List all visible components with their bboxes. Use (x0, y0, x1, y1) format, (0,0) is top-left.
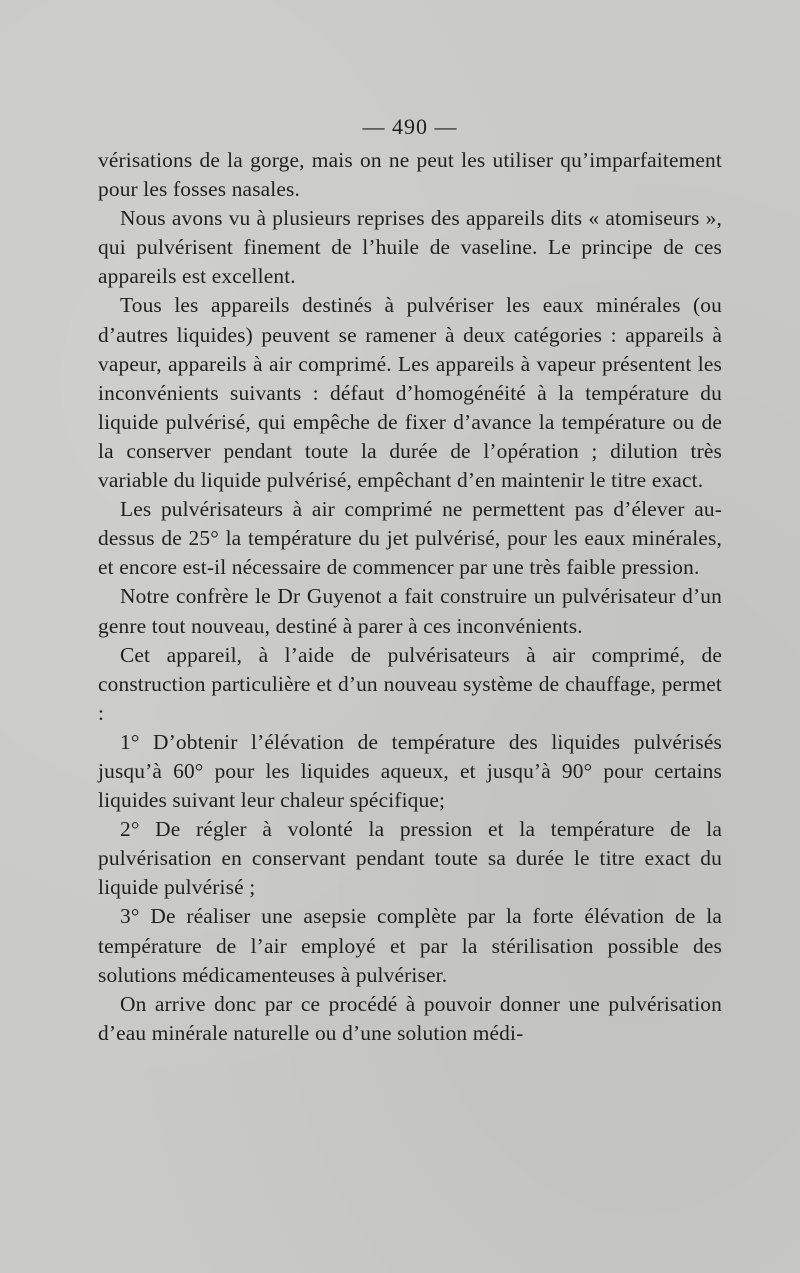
list-item: 1° D’obtenir l’élévation de température des liquides pulvérisés jusqu’à 60° pour les liquides aqueux, et jusqu’à 90° pour certains liquides suivant leur chaleur spécifique; (98, 729, 722, 813)
page-number: — 490 — (362, 114, 458, 139)
book-page (98, 112, 722, 1048)
paragraph: Notre confrère le Dr Guyenot a fait construire un pulvérisateur d’un genre tout nouveau, destiné à parer à ces inconvénients. (98, 584, 722, 638)
list-item: 2° De régler à volonté la pression et la température de la pulvérisation en conservant pendant toute sa durée le titre exact du liquide pulvérisé ; (98, 817, 722, 900)
paragraph: vérisations de la gorge, mais on ne peut les utiliser qu’imparfaitement pour les fosses nasales. (98, 148, 722, 202)
body-text (98, 146, 722, 1048)
paragraph: Nous avons vu à plusieurs reprises des appareils dits « atomiseurs », qui pulvérisent finement de l’huile de vaseline. Le principe de ces appareils est excellent. (98, 206, 722, 289)
paragraph: Les pulvérisateurs à air comprimé ne permettent pas d’élever au-dessus de 25° la température du jet pulvérisé, pour les eaux minérales, et encore est-il nécessaire de commencer par une très faible pression. (98, 497, 722, 580)
list-item: 3° De réaliser une asepsie complète par la forte élévation de la température de l’air employé et par la stérilisation possible des solutions médicamenteuses à pulvériser. (98, 904, 722, 987)
paragraph: Tous les appareils destinés à pulvériser les eaux minérales (ou d’autres liquides) peuvent se ramener à deux catégories : appareils à vapeur, appareils à air comprimé. Les appareils à vapeur présentent les inconvénients suivants : défaut d’homogénéité à la température du liquide pulvérisé, qui empêche de fixer d’avance la température ou de la conserver pendant toute la durée de l’opération ; dilution très variable du liquide pulvérisé, empêchant d’en maintenir le titre exact. (98, 293, 722, 493)
paragraph: Cet appareil, à l’aide de pulvérisateurs à air comprimé, de construction particulière et d’un nouveau système de chauffage, permet : (98, 642, 722, 725)
paragraph: On arrive donc par ce procédé à pouvoir donner une pulvérisation d’eau minérale naturelle ou d’une solution médi- (98, 991, 722, 1045)
